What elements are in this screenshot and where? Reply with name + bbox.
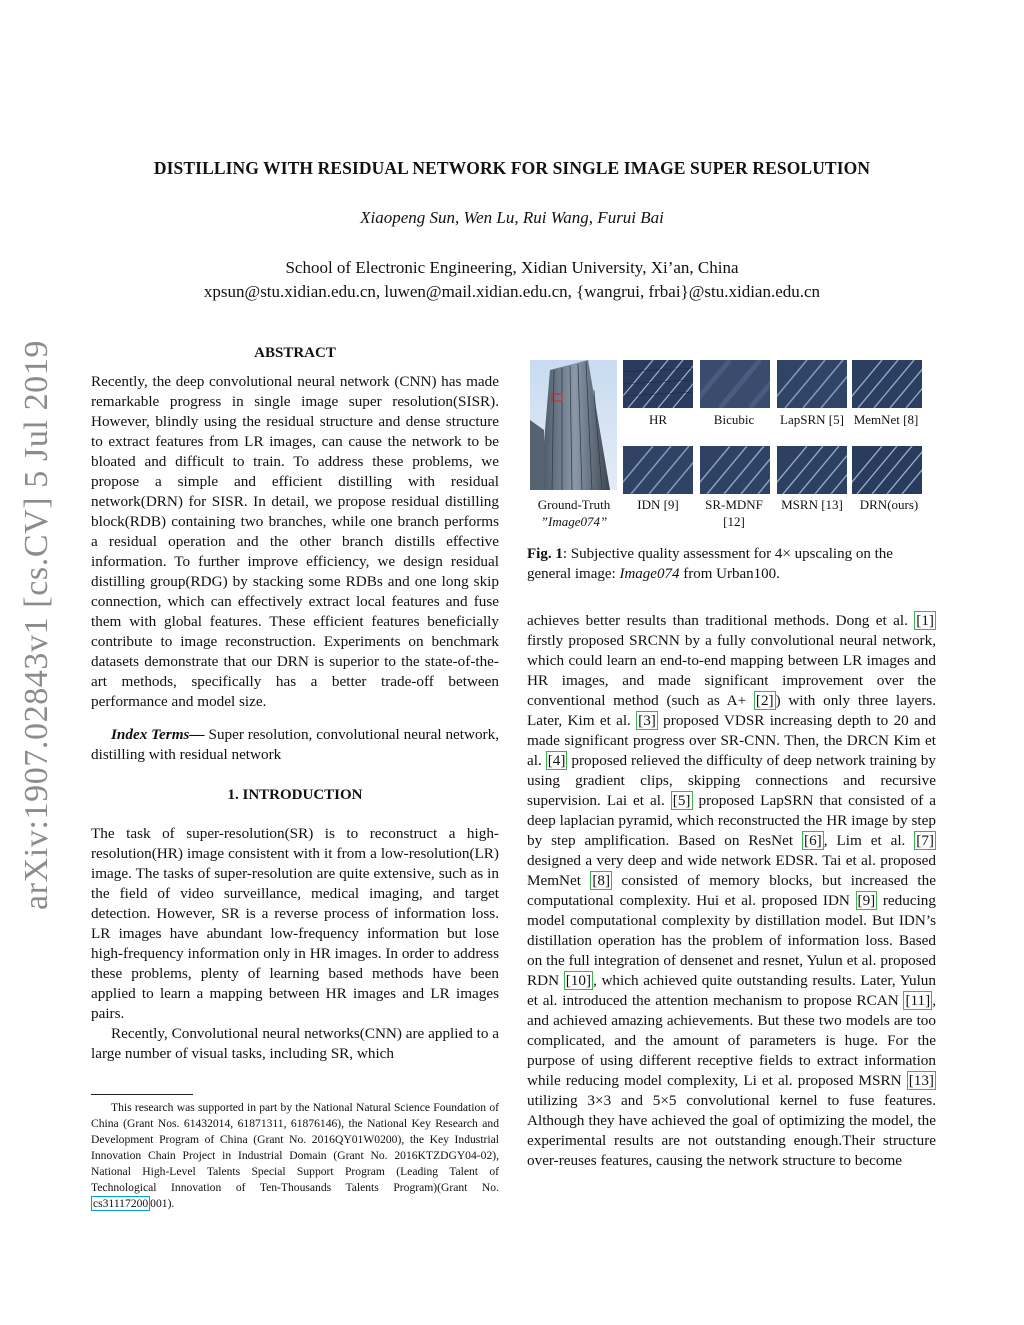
intro-paragraph-2: Recently, Convolutional neural networks(CNN) are applied to a large number of visual tasks, including SR, which — [91, 1025, 499, 1062]
label-ground-truth-line1: Ground-Truth — [537, 497, 611, 512]
footnote-divider — [91, 1094, 193, 1095]
figure-caption-image: Image074 — [619, 566, 680, 582]
tile-lapsrn — [777, 360, 847, 408]
index-terms-label: Index Terms— — [111, 726, 205, 743]
tile-msrn — [777, 446, 847, 494]
ground-truth-image — [530, 360, 617, 490]
citation-link[interactable]: [6] — [804, 832, 822, 849]
figure-bottom-row — [623, 446, 943, 494]
tile-memnet — [852, 360, 922, 408]
index-terms — [91, 725, 499, 765]
citation-link[interactable]: [13] — [908, 1072, 934, 1089]
email-list: xpsun@stu.xidian.edu.cn, luwen@mail.xidian.edu.cn, {wangrui, frbai}@stu.xidian.edu.cn — [203, 282, 821, 301]
text-segment: consisted of memory blocks, but increased the computational complexity. Hui et al. proposed IDN — [527, 872, 936, 909]
citation-link[interactable]: [8] — [592, 872, 611, 889]
label-bicubic: Bicubic — [713, 412, 755, 427]
label-idn: IDN [9] — [637, 497, 679, 512]
left-column — [91, 345, 499, 1064]
abstract-heading: ABSTRACT — [254, 345, 336, 361]
citation-link[interactable]: [2] — [755, 692, 774, 709]
arxiv-stamp-text: arXiv:1907.02843v1 [cs.CV] 5 Jul 2019 — [18, 340, 55, 910]
text-segment: , which achieved quite outstanding results. Later, Yulun et al. introduced the attention mechanism to propose RCAN — [527, 972, 936, 1009]
label-memnet: MemNet [8] — [853, 412, 919, 427]
text-segment: proposed relieved the difficulty of deep network training by using gradient clips, skipping connections and recursive supervision. Lai et al. — [527, 752, 936, 809]
text-segment: , Lim et al. — [823, 832, 915, 849]
label-msrn: MSRN [13] — [781, 497, 843, 512]
text-segment: proposed VDSR increasing depth to 20 and made significant progress over SR-CNN. Then, the DRCN Kim et al. — [527, 712, 936, 769]
abstract-text: Recently, the deep convolutional neural network (CNN) has made remarkable progress in single image super resolution(SISR). However, blindly using the residual structure and dense structure to extract features from LR images, can cause the network to be bloated and difficult to train. To address these problems, we propose a simple and efficient distilling with residual network(DRN) for SISR. In detail, we propose residual distilling block(RDB) containing two branches, while one branch performs a residual operation and the other branch distills effective information. To further improve efficiency, we design residual distilling group(RDG) by stacking some RDBs and one long skip connection, which can effectively extract local features and fuse them with global features. These efficient features beneficially contribute to image reconstruction. Experiments on benchmark datasets demonstrate that our DRN is superior to the state-of-the-art methods, specifically has a better trade-off between performance and model size. — [91, 373, 499, 710]
footnote — [91, 1100, 499, 1212]
label-srmdnf: SR-MDNF [12] — [705, 497, 763, 529]
text-segment: achieves better results than traditional methods. Dong et al. — [527, 612, 915, 629]
label-drn: DRN(ours) — [859, 497, 919, 512]
text-segment: , and achieved amazing achievements. But these two models are too complicated, and the amount of parameters is huge. For the purpose of using different receptive fields to extract information while reducing model complexity, Li et al. proposed MSRN — [527, 992, 936, 1089]
paper-title: DISTILLING WITH RESIDUAL NETWORK FOR SINGLE IMAGE SUPER RESOLUTION — [153, 158, 871, 178]
figure-caption-end: from Urban100. — [679, 566, 780, 582]
figure-caption-text: : Subjective quality assessment for 4× upscaling on the general image: — [527, 546, 893, 582]
citation-link[interactable]: [3] — [638, 712, 656, 729]
right-column-paragraph — [527, 611, 936, 1171]
label-ground-truth-line2: ”Image074” — [540, 514, 608, 529]
text-segment: firstly proposed SRCNN by a fully convolutional neural network, which could learn an end-to-end mapping between LR images and HR images, and made significant improvement over the conventional method (such as A+ — [527, 632, 936, 709]
citation-link[interactable]: [9] — [857, 892, 876, 909]
footnote-text: This research was supported in part by the National Natural Science Foundation of China (Grant Nos. 61432014, 61871311, 61876146), the National Key Research and Development Program of China (Grant No. 2016QY01W0200), the Key Industrial Innovation Chain Project in Industrial Domain (Grant No. 2016KTZDGY04-02), National High-Level Talents Special Support Program (Leading Talent of Technological Innovation of Ten-Thousands Talents Program)(Grant No. — [91, 1101, 499, 1194]
figure-caption — [527, 544, 936, 584]
citation-link[interactable]: [11] — [905, 992, 931, 1009]
author-list: Xiaopeng Sun, Wen Lu, Rui Wang, Furui Bai — [360, 208, 664, 227]
label-ground-truth — [528, 496, 620, 530]
introduction-heading: 1. INTRODUCTION — [227, 787, 363, 803]
index-terms-text: Super resolution, convolutional neural network, distilling with residual network — [91, 726, 500, 763]
tile-hr — [623, 360, 693, 408]
footnote-end: 001). — [150, 1197, 175, 1210]
text-segment: reducing model computational complexity by distillation model. But IDN’s distillation operation has the problem of information loss. Based on the full integration of densenet and resnet, Yulun et al. proposed RDN — [527, 892, 936, 989]
citation-link[interactable]: [5] — [672, 792, 691, 809]
arxiv-stamp — [12, 340, 62, 910]
citation-link[interactable]: [1] — [916, 612, 934, 629]
text-segment: proposed LapSRN that consisted of a deep laplacian pyramid, which reconstructed the HR image by step by step amplification. Based on ResNet — [527, 792, 937, 849]
label-lapsrn: LapSRN [5] — [780, 412, 844, 427]
affiliation: School of Electronic Engineering, Xidian University, Xi’an, China — [285, 258, 739, 277]
tile-bicubic — [700, 360, 770, 408]
tile-srmdnf — [700, 446, 770, 494]
citation-link[interactable]: [10] — [565, 972, 592, 989]
figure-caption-label: Fig. 1 — [527, 546, 563, 562]
tile-drn — [852, 446, 922, 494]
intro-paragraph-1: The task of super-resolution(SR) is to reconstruct a high-resolution(HR) image consistent with it from a low-resolution(LR) image. The tasks of super-resolution are quite extensive, such as in the field of video surveillance, medical imaging, and target detection. However, SR is a reverse process of information loss. LR images have abundant low-frequency information but lose high-frequency information only in HR images. In order to address these problems, plenty of learning based methods have been applied to learn a mapping between HR images and LR images pairs. — [91, 825, 499, 1022]
text-segment: designed a very deep and wide network EDSR. Tai et al. proposed MemNet — [527, 852, 936, 889]
affiliation-block — [0, 256, 1024, 304]
citation-link[interactable]: [7] — [916, 832, 934, 849]
citation-link[interactable]: [4] — [547, 752, 566, 769]
label-hr: HR — [648, 412, 668, 427]
tile-idn — [623, 446, 693, 494]
text-segment: ) with only three layers. Later, Kim et al. — [527, 692, 936, 729]
grant-link[interactable]: cs31117200 — [93, 1197, 149, 1210]
text-segment: utilizing 3×3 and 5×5 convolutional kernel to fuse features. Although they have achieved the goal of optimizing the model, the experimental results are not outstanding enough.Their structure over-reuses features, causing the network structure to become — [527, 1092, 936, 1169]
right-column — [527, 611, 936, 1171]
